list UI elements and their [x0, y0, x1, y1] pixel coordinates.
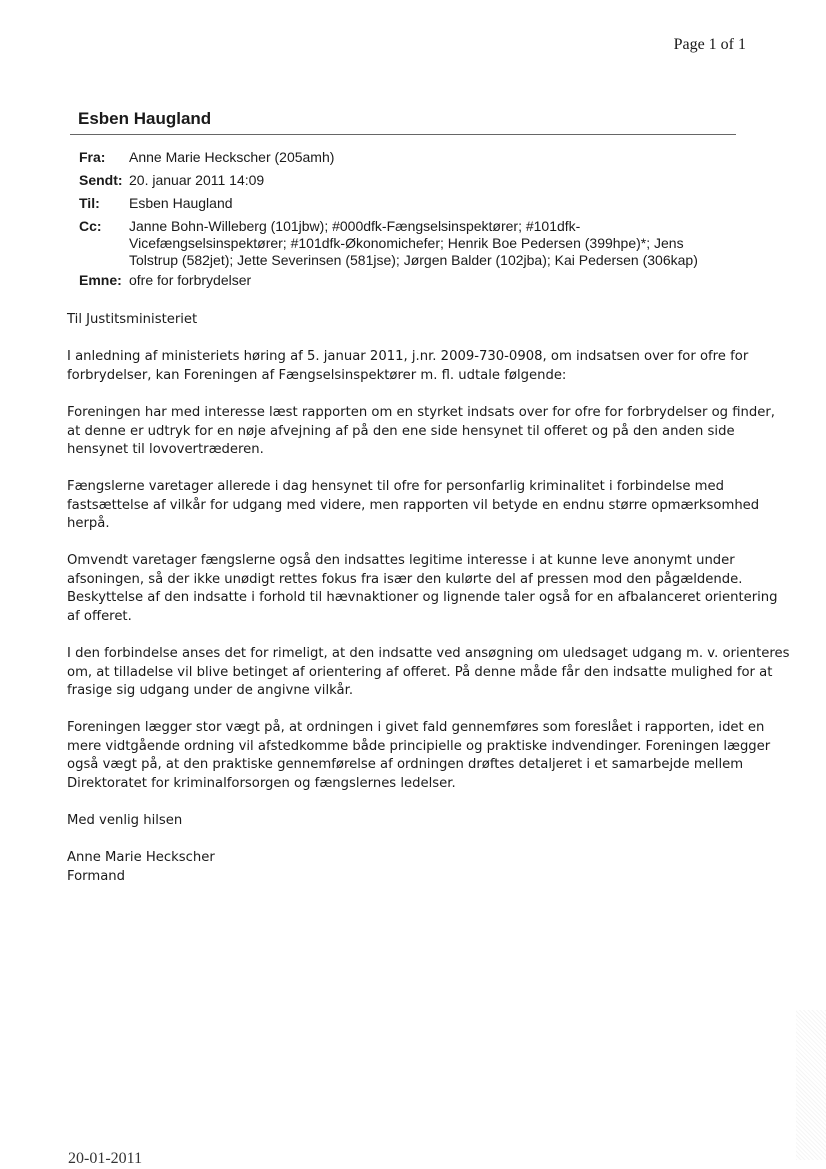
signature-title: Formand — [67, 868, 126, 884]
scan-artifact — [796, 1010, 826, 1160]
paragraph-line: Fængslerne varetager allerede i dag hensynet til ofre for personfarlig kriminalitet i forbindelse med — [67, 479, 724, 494]
paragraph-line: fastsættelse af vilkår for udgang med videre, men rapporten vil betyde en endnu større opmærksomhed — [67, 497, 760, 513]
paragraph-line: at denne er udtryk for en nøje afvejning af på den ene side hensynet til offeret og på den anden side — [67, 423, 735, 439]
from-label: Fra: — [79, 149, 106, 165]
paragraph-line: af offeret. — [67, 608, 132, 624]
mailbox-owner-name: Esben Haugland — [78, 109, 212, 128]
greeting-text: Til Justitsministeriet — [67, 312, 198, 327]
signature — [67, 849, 757, 886]
paragraph-line: I den forbindelse anses det for rimeligt, at den indsatte ved ansøgning om uledsaget udgang m. v. orienteres — [67, 646, 790, 661]
signature-name: Anne Marie Heckscher — [67, 850, 215, 865]
to-label: Til: — [79, 195, 100, 211]
paragraph — [67, 552, 778, 626]
paragraph-line: om, at tilladelse vil blive betinget af orientering af offeret. På denne måde får den indsatte mulighed for at — [67, 664, 773, 680]
paragraph — [67, 719, 771, 793]
paragraph — [67, 404, 775, 460]
paragraph-line: Omvendt varetager fængslerne også den indsattes legitime interesse i at kunne leve anonymt under — [67, 553, 735, 568]
paragraph-line: Direktoratet for kriminalforsorgen og fængslernes ledelser. — [67, 775, 456, 791]
closing — [67, 812, 757, 831]
to-value: Esben Haugland — [129, 195, 233, 211]
closing-text: Med venlig hilsen — [67, 813, 183, 828]
sent-label: Sendt: — [79, 172, 123, 188]
greeting — [67, 311, 757, 330]
paragraph-line: afsoningen, så der ikke unødigt rettes fokus fra især den kulørte del af pressen mod den pågældende. — [67, 571, 743, 587]
paragraph-line: også vægt på, at den praktiske gennemførelse af ordningen drøftes detaljeret i et samarbejde mellem — [67, 757, 744, 772]
paragraph-line: Foreningen har med interesse læst rapporten om en styrket indsats over for ofre for forbrydelser og finder, — [67, 405, 775, 420]
paragraph-line: forbrydelser, kan Foreningen af Fængselsinspektører m. fl. udtale følgende: — [67, 367, 567, 383]
from-value: Anne Marie Heckscher (205amh) — [129, 149, 335, 165]
cc-line: Tolstrup (582jet); Jette Severinsen (581jse); Jørgen Balder (102jba); Kai Pedersen (306kap) — [129, 252, 698, 268]
paragraph-line: mere vidtgående ordning vil afstedkomme både principielle og praktiske indvendinger. Foreningen lægger — [67, 738, 771, 754]
page-number: Page 1 of 1 — [673, 36, 746, 53]
sent-value: 20. januar 2011 14:09 — [129, 172, 265, 188]
header-divider — [70, 134, 736, 135]
paragraph-line: frasige sig udgang under de angivne vilkår. — [67, 683, 354, 698]
subject-label: Emne: — [79, 272, 122, 288]
cc-label: Cc: — [79, 218, 102, 234]
paragraph — [67, 478, 760, 534]
paragraph-line: hensynet til lovovertræderen. — [67, 442, 264, 457]
paragraph — [67, 348, 757, 385]
paragraph-line: Foreningen lægger stor vægt på, at ordningen i givet fald gennemføres som foreslået i rapporten, idet en — [67, 720, 765, 735]
paragraph-line: I anledning af ministeriets høring af 5. januar 2011, j.nr. 2009-730-0908, om indsatsen over for ofre for — [67, 349, 749, 364]
cc-line: Janne Bohn-Willeberg (101jbw); #000dfk-Fængselsinspektører; #101dfk- — [129, 218, 581, 234]
paragraph-line: Beskyttelse af den indsatte i forhold til hævnaktioner og lignende taler også for en afbalanceret orientering — [67, 590, 778, 605]
cc-line: Vicefængselsinspektører; #101dfk-Økonomichefer; Henrik Boe Pedersen (399hpe)*; Jens — [129, 235, 684, 251]
paragraph — [67, 645, 790, 701]
subject-value: ofre for forbrydelser — [129, 272, 252, 288]
cc-value — [129, 218, 749, 269]
paragraph-line: herpå. — [67, 516, 110, 531]
footer-date: 20-01-2011 — [68, 1150, 143, 1167]
